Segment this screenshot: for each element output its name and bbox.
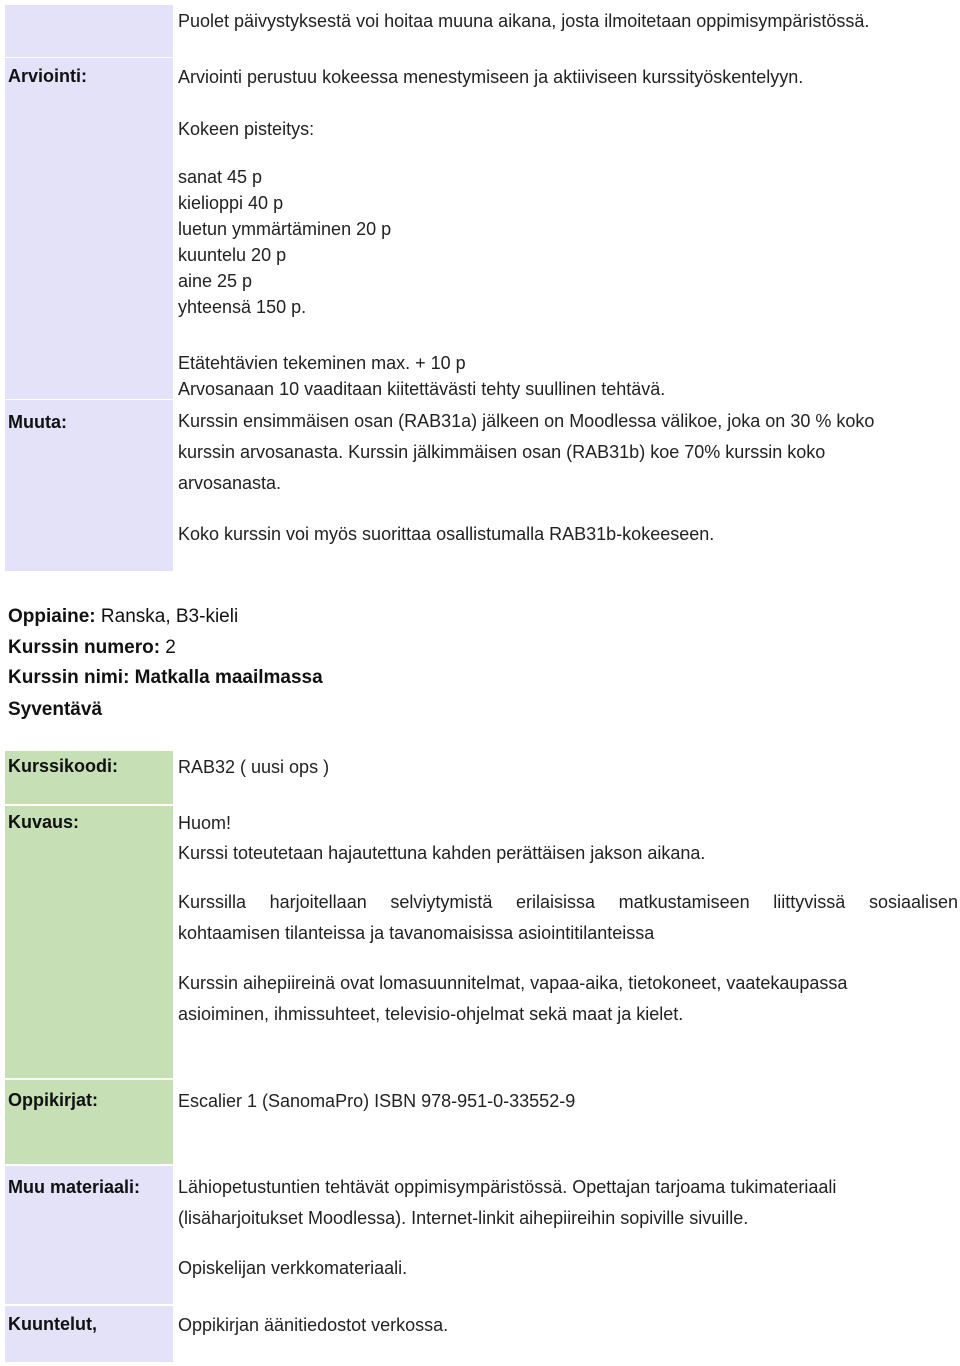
muuta-label: Muuta: xyxy=(8,412,67,432)
numero-line xyxy=(8,637,176,659)
oppikirjat-label: Oppikirjat: xyxy=(8,1090,99,1110)
muu-materiaali-line: Lähiopetustuntien tehtävät oppimisympäristössä. Opettajan tarjoama tukimateriaali xyxy=(178,1177,837,1197)
muuta-line: kurssin arvosanasta. Kurssin jälkimmäisen osan (RAB31b) koe 70% kurssin koko xyxy=(178,442,826,462)
kuuntelut-value: Oppikirjan äänitiedostot verkossa. xyxy=(178,1315,449,1335)
kuvaus-line: asioiminen, ihmissuhteet, televisio-ohjelmat sekä maat ja kielet. xyxy=(178,1004,684,1024)
scoring-item: sanat 45 p xyxy=(178,167,263,187)
kuvaus-paragraph-1 xyxy=(178,887,958,949)
kuvaus-line: Kurssilla harjoitellaan selviytymistä erilaisissa matkustamiseen liittyvissä sosiaalisen xyxy=(178,892,958,912)
muuta-line: arvosanasta. xyxy=(178,473,282,493)
muu-materiaali-line: (lisäharjoitukset Moodlessa). Internet-linkit aihepiireihin sopiville sivuille. xyxy=(178,1208,749,1228)
oppiaine-label: Oppiaine: xyxy=(8,606,96,627)
muu-materiaali-label: Muu materiaali: xyxy=(8,1177,141,1197)
oppiaine-value: Ranska, B3-kieli xyxy=(95,606,239,627)
scoring-item: aine 25 p xyxy=(178,271,253,291)
arviointi-intro: Arviointi perustuu kokeessa menestymiseen ja aktiiviseen kurssityöskentelyyn. xyxy=(178,67,804,87)
label-cell-kuvaus xyxy=(5,806,173,1078)
scoring-title: Kokeen pisteitys: xyxy=(178,119,315,139)
grade-ten-requirement: Arvosanaan 10 vaaditaan kiitettävästi tehty suullinen tehtävä. xyxy=(178,379,666,399)
nimi-label: Kurssin nimi: xyxy=(8,667,130,688)
course-level xyxy=(8,699,102,721)
arviointi-label: Arviointi: xyxy=(8,66,87,86)
nimi-value: Matkalla maailmassa xyxy=(129,667,323,688)
kuvaus-line: Kurssin aihepiireinä ovat lomasuunnitelmat, vapaa-aika, tietokoneet, vaatekaupassa xyxy=(178,973,848,993)
muuta-line: Kurssin ensimmäisen osan (RAB31a) jälkeen on Moodlessa välikoe, joka on 30 % koko xyxy=(178,411,875,431)
nimi-line xyxy=(8,667,323,689)
muuta-paragraph xyxy=(178,406,958,499)
kuvaus-paragraph-2 xyxy=(178,968,958,1030)
kuvaus-note: Kurssi toteutetaan hajautettuna kahden perättäisen jakson aikana. xyxy=(178,843,706,863)
kurssikoodi-value: RAB32 ( uusi ops ) xyxy=(178,757,330,777)
kurssikoodi-label: Kurssikoodi: xyxy=(8,756,119,776)
oppiaine-line xyxy=(8,606,238,628)
muu-materiaali-extra: Opiskelijan verkkomateriaali. xyxy=(178,1258,408,1278)
label-cell-blank xyxy=(5,5,173,57)
oppikirjat-value: Escalier 1 (SanomaPro) ISBN 978-951-0-33552-9 xyxy=(178,1091,576,1111)
scoring-list xyxy=(178,164,391,320)
muu-materiaali-paragraph xyxy=(178,1172,958,1234)
kuvaus-label: Kuvaus: xyxy=(8,812,80,832)
numero-label: Kurssin numero: xyxy=(8,637,161,658)
muuta-alternative: Koko kurssin voi myös suorittaa osallistumalla RAB31b-kokeeseen. xyxy=(178,524,715,544)
numero-value: 2 xyxy=(160,637,176,658)
kuvaus-huom: Huom! xyxy=(178,813,232,833)
kuuntelut-label: Kuuntelut, xyxy=(8,1314,97,1334)
kuvaus-line: kohtaamisen tilanteissa ja tavanomaisissa asiointitilanteissa xyxy=(178,923,655,943)
label-cell-arviointi xyxy=(5,58,173,399)
scoring-item: kuuntelu 20 p xyxy=(178,245,287,265)
scoring-item: yhteensä 150 p. xyxy=(178,297,307,317)
scoring-item: kielioppi 40 p xyxy=(178,193,284,213)
continued-text: Puolet päivystyksestä voi hoitaa muuna aikana, josta ilmoitetaan oppimisympäristössä. xyxy=(178,11,870,31)
level-text: Syventävä xyxy=(8,699,103,720)
extra-tasks: Etätehtävien tekeminen max. + 10 p xyxy=(178,353,466,373)
scoring-item: luetun ymmärtäminen 20 p xyxy=(178,219,392,239)
